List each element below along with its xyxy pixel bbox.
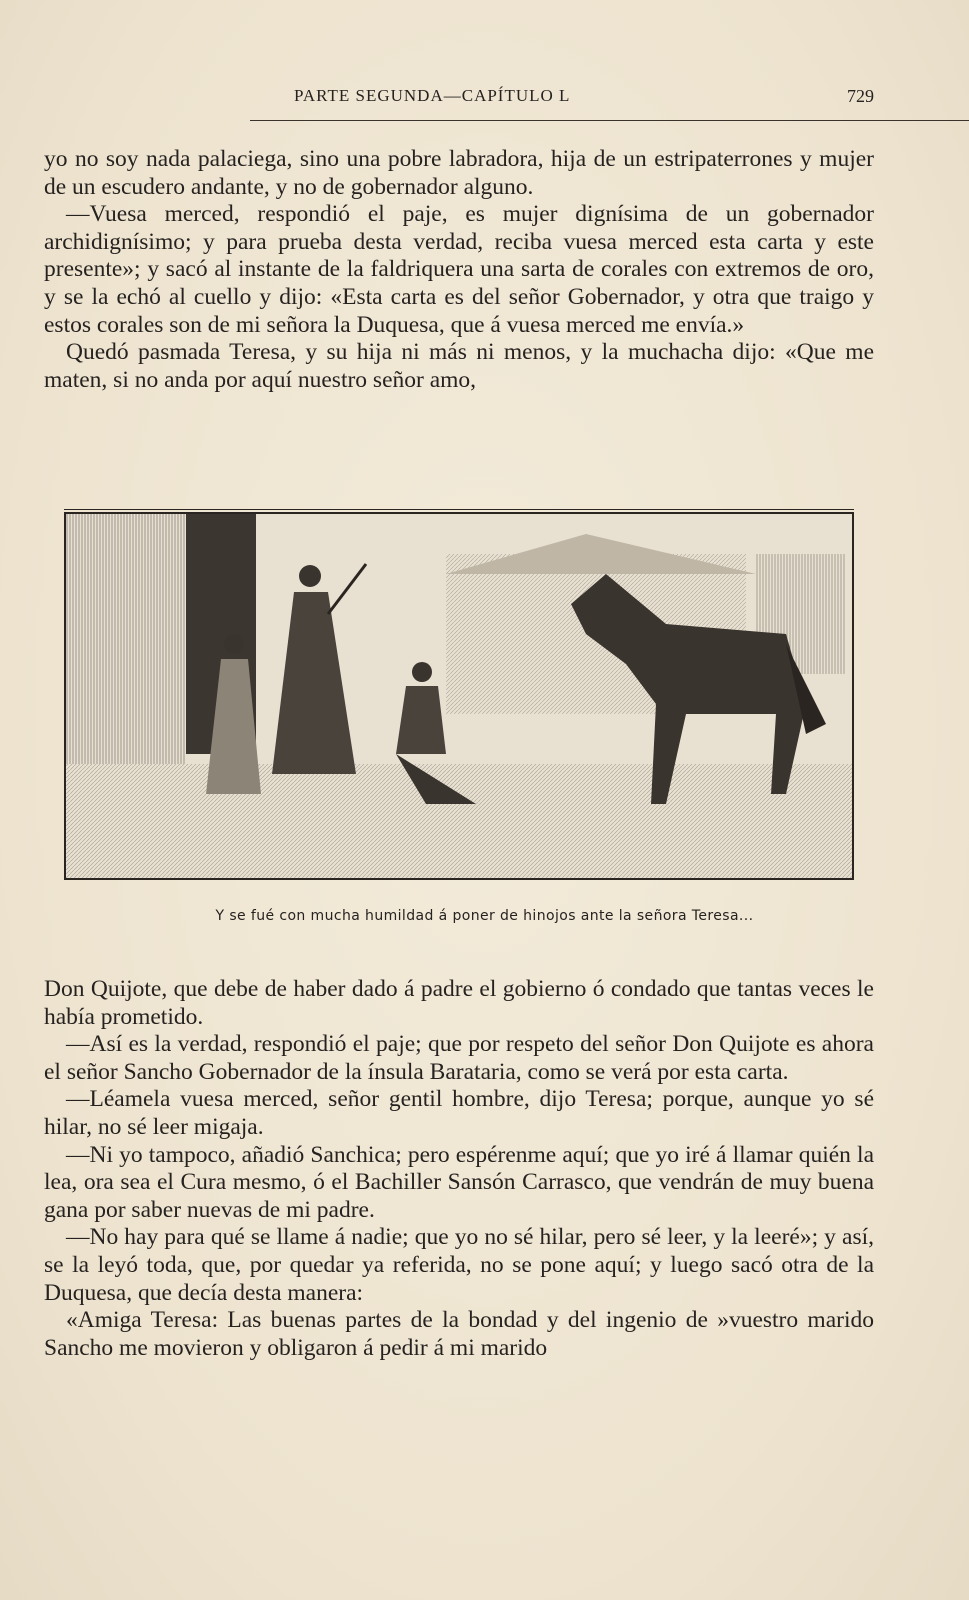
paragraph: Quedó pasmada Teresa, y su hija ni más ni menos, y la muchacha dijo: «Que me maten, si no anda por aquí nuestro señor amo, bbox=[44, 339, 874, 393]
ground bbox=[66, 764, 852, 878]
paragraph: «Amiga Teresa: Las buenas partes de la bondad y del ingenio de »vuestro marido Sancho me movieron y obligaron á pedir á mi marido bbox=[44, 1307, 874, 1361]
body-text-bottom bbox=[44, 976, 874, 1362]
engraving-illustration bbox=[64, 512, 854, 880]
running-title: PARTE SEGUNDA—CAPÍTULO L bbox=[294, 86, 571, 105]
paragraph: —No hay para qué se llame á nadie; que yo no sé hilar, pero sé leer, y la leeré»; y así, se la leyó toda, que, por quedar ya referida, no se pone aquí; y luego sacó otra de la Duquesa, que decía desta manera: bbox=[44, 1224, 874, 1306]
engraving-scene bbox=[66, 514, 852, 878]
paragraph: yo no soy nada palaciega, sino una pobre labradora, hija de un estripaterrones y mujer de un escudero andante, y no de gobernador alguno. bbox=[44, 146, 874, 200]
paragraph: —Así es la verdad, respondió el paje; que por respeto del señor Don Quijote es ahora el señor Sancho Gobernador de la ínsula Barataria, como se verá por esta carta. bbox=[44, 1031, 874, 1085]
illustration-top-rule bbox=[64, 509, 854, 510]
paragraph: Don Quijote, que debe de haber dado á padre el gobierno ó condado que tantas veces le había prometido. bbox=[44, 976, 874, 1030]
left-wall bbox=[66, 514, 186, 764]
running-head bbox=[44, 86, 874, 112]
illustration-caption: Y se fué con mucha humildad á poner de hinojos ante la señora Teresa... bbox=[215, 908, 754, 924]
paragraph: —Ni yo tampoco, añadió Sanchica; pero espérenme aquí; que yo iré á llamar quién la lea, ora sea el Cura mesmo, ó el Bachiller Sansón Carrasco, que vendrán de muy buena gana por saber nuevas de mi padre. bbox=[44, 1141, 874, 1223]
paragraph: —Vuesa merced, respondió el paje, es mujer dignísima de un gobernador archidignísimo; y para prueba desta verdad, reciba vuesa merced esta carta y este presente»; y sacó al instante de la faldriquera una sarta de corales con extremos de oro, y se la echó al cuello y dijo: «Esta carta es del señor Gobernador, y otra que traigo y estos corales son de mi señora la Duquesa, que á vuesa merced me envía.» bbox=[44, 201, 874, 338]
paragraph: —Léamela vuesa merced, señor gentil hombre, dijo Teresa; porque, aunque yo sé hilar, no sé leer migaja. bbox=[44, 1086, 874, 1140]
header-rule bbox=[250, 120, 969, 121]
page-number: 729 bbox=[847, 86, 874, 106]
body-text-top bbox=[44, 146, 874, 394]
